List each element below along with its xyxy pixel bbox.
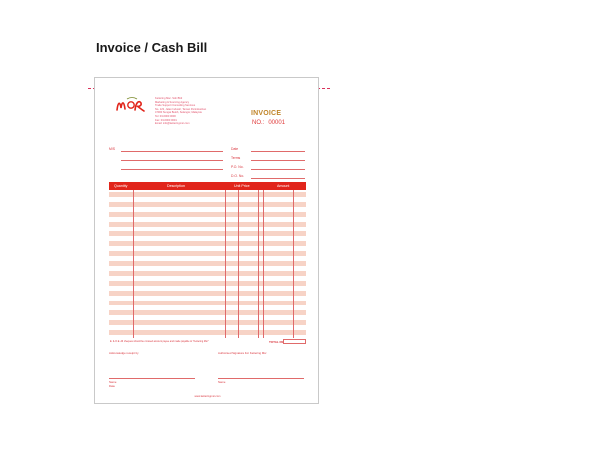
table-body	[109, 190, 306, 338]
terms-note: E. & O.E. All cheques should be crossed account payee and made payable to "Kettering Msr"	[110, 340, 209, 343]
invoice-sheet	[94, 77, 319, 404]
invoice-number	[252, 120, 285, 126]
invoice-number-label: NO.:	[252, 120, 265, 126]
company-line: No. 123, Jalan Industri, Taman Perindustrian	[155, 107, 207, 111]
acknowledge-label: Acknowledge receipt by	[109, 351, 139, 355]
table-row[interactable]	[109, 251, 306, 256]
company-line: Trade Support Consulting Services	[155, 104, 196, 108]
field-line-ms[interactable]	[121, 151, 223, 152]
field-label-ms: M/S	[109, 147, 116, 151]
field-line-address-1[interactable]	[121, 160, 223, 161]
company-line: Email: info@ketteringmsr.com	[155, 122, 190, 126]
page-title: Invoice / Cash Bill	[96, 40, 208, 55]
field-label-po: P.O. No.	[231, 165, 244, 169]
table-row[interactable]	[109, 192, 306, 197]
company-line: 47000 Sungai Buloh, Selangor, Malaysia	[155, 111, 202, 115]
table-row[interactable]	[109, 291, 306, 296]
total-amount-field[interactable]	[283, 339, 306, 344]
column-header-amount: Amount	[277, 184, 290, 188]
table-row[interactable]	[109, 320, 306, 325]
table-row[interactable]	[109, 202, 306, 207]
column-header-quantity: Quantity	[114, 184, 128, 188]
column-header-unit-price: Unit Price	[234, 184, 250, 188]
company-details	[155, 97, 215, 126]
field-line-address-2[interactable]	[121, 169, 223, 170]
invoice-number-value: 00001	[268, 120, 286, 126]
authorised-signature-label: Authorised Signature For Kettering Msr	[218, 351, 267, 355]
name-label-left: Name	[109, 380, 117, 384]
company-line: Tel: 03-6000 0000	[155, 114, 176, 118]
table-row[interactable]	[109, 241, 306, 246]
table-row[interactable]	[109, 271, 306, 276]
field-label-terms: Terms	[231, 156, 241, 160]
column-divider	[263, 190, 264, 338]
column-divider	[133, 190, 134, 338]
company-line: Kettering Msc. Sdn Bhd	[155, 97, 183, 100]
invoice-title: INVOICE	[251, 110, 282, 117]
table-row[interactable]	[109, 310, 306, 315]
table-row[interactable]	[109, 222, 306, 227]
table-row[interactable]	[109, 330, 306, 335]
table-row[interactable]	[109, 231, 306, 236]
field-line-po[interactable]	[251, 169, 305, 170]
table-row[interactable]	[109, 281, 306, 286]
column-divider	[258, 190, 259, 338]
column-divider	[293, 190, 294, 338]
date-label-left: Date	[109, 384, 115, 388]
table-row[interactable]	[109, 301, 306, 306]
column-divider	[238, 190, 239, 338]
company-line: Fax: 03-6000 0001	[155, 118, 177, 122]
company-logo	[115, 96, 151, 114]
field-label-do: D.O. No.	[231, 174, 245, 178]
website-text: www.ketteringmsr.com	[194, 395, 221, 398]
column-header-description: Description	[167, 184, 185, 188]
signature-line-left[interactable]	[109, 378, 195, 379]
column-divider	[225, 190, 226, 338]
total-label: TOTAL RM	[269, 340, 285, 344]
table-header	[109, 182, 306, 190]
field-line-terms[interactable]	[251, 160, 305, 161]
company-line: Marketing & Sourcing Agency	[155, 100, 190, 104]
field-line-do[interactable]	[251, 178, 305, 179]
signature-line-right[interactable]	[218, 378, 304, 379]
table-row[interactable]	[109, 212, 306, 217]
field-label-date: Date	[231, 147, 239, 151]
table-row[interactable]	[109, 261, 306, 266]
name-label-right: Name	[218, 380, 226, 384]
field-line-date[interactable]	[251, 151, 305, 152]
